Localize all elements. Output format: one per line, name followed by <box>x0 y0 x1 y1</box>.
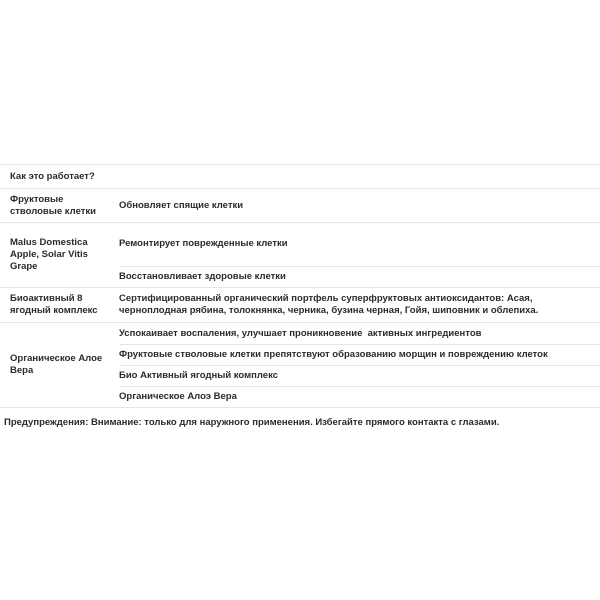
benefit-row <box>119 288 600 322</box>
benefit-text: Био Активный ягодный комплекс <box>119 370 278 381</box>
ingredient-cell: Органическое Алое Вера <box>10 353 103 376</box>
benefit-text: Органическое Алоэ Вера <box>119 391 237 402</box>
benefit-rows <box>119 223 600 287</box>
ingredient-cell-wrap <box>0 223 119 287</box>
ingredient-section <box>0 288 600 323</box>
table-header-row <box>0 165 600 189</box>
benefit-row <box>119 223 600 266</box>
ingredient-section <box>0 323 600 408</box>
benefit-row <box>119 365 600 386</box>
benefit-text: Сертифицированный органический портфель суперфруктовых антиоксидантов: Асая, черноплодная рябина, толокнянка, черника, бузина черная, Гойя, шиповник и облепиха. <box>119 293 539 316</box>
ingredient-section <box>0 189 600 223</box>
ingredients-table <box>0 164 600 408</box>
warnings-label: Предупреждения: Внимание: только для наружного применения. Избегайте прямого контакта с глазами. <box>4 417 500 428</box>
ingredient-cell-wrap <box>0 189 119 222</box>
benefit-text: Обновляет спящие клетки <box>119 199 244 211</box>
benefit-row <box>119 323 600 344</box>
benefit-text: Фруктовые стволовые клетки препятствуют образованию морщин и повреждению клеток <box>119 349 548 360</box>
benefit-row <box>119 189 600 222</box>
benefit-rows <box>119 323 600 407</box>
ingredient-cell-wrap <box>0 288 119 322</box>
ingredient-cell-wrap <box>0 323 119 407</box>
ingredient-cell: Биоактивный 8 ягодный комплекс <box>10 293 98 316</box>
ingredient-cell: Фруктовые стволовые клетки <box>10 193 96 217</box>
ingredients-sections <box>0 189 600 408</box>
ingredient-cell: Malus Domestica Apple, Solar Vitis Grape <box>10 237 88 272</box>
benefit-text: Восстановливает здоровые клетки <box>119 270 286 282</box>
ingredient-section <box>0 223 600 288</box>
benefit-text: Успокаивает воспаления, улучшает проникновение активных ингредиентов <box>119 327 482 339</box>
benefit-row <box>119 266 600 287</box>
warnings-text <box>0 417 600 429</box>
benefit-rows <box>119 288 600 322</box>
benefit-text: Ремонтирует поврежденные клетки <box>119 238 288 250</box>
benefit-rows <box>119 189 600 222</box>
benefit-row <box>119 386 600 407</box>
table-header-label: Как это работает? <box>10 170 95 182</box>
benefit-row <box>119 344 600 365</box>
